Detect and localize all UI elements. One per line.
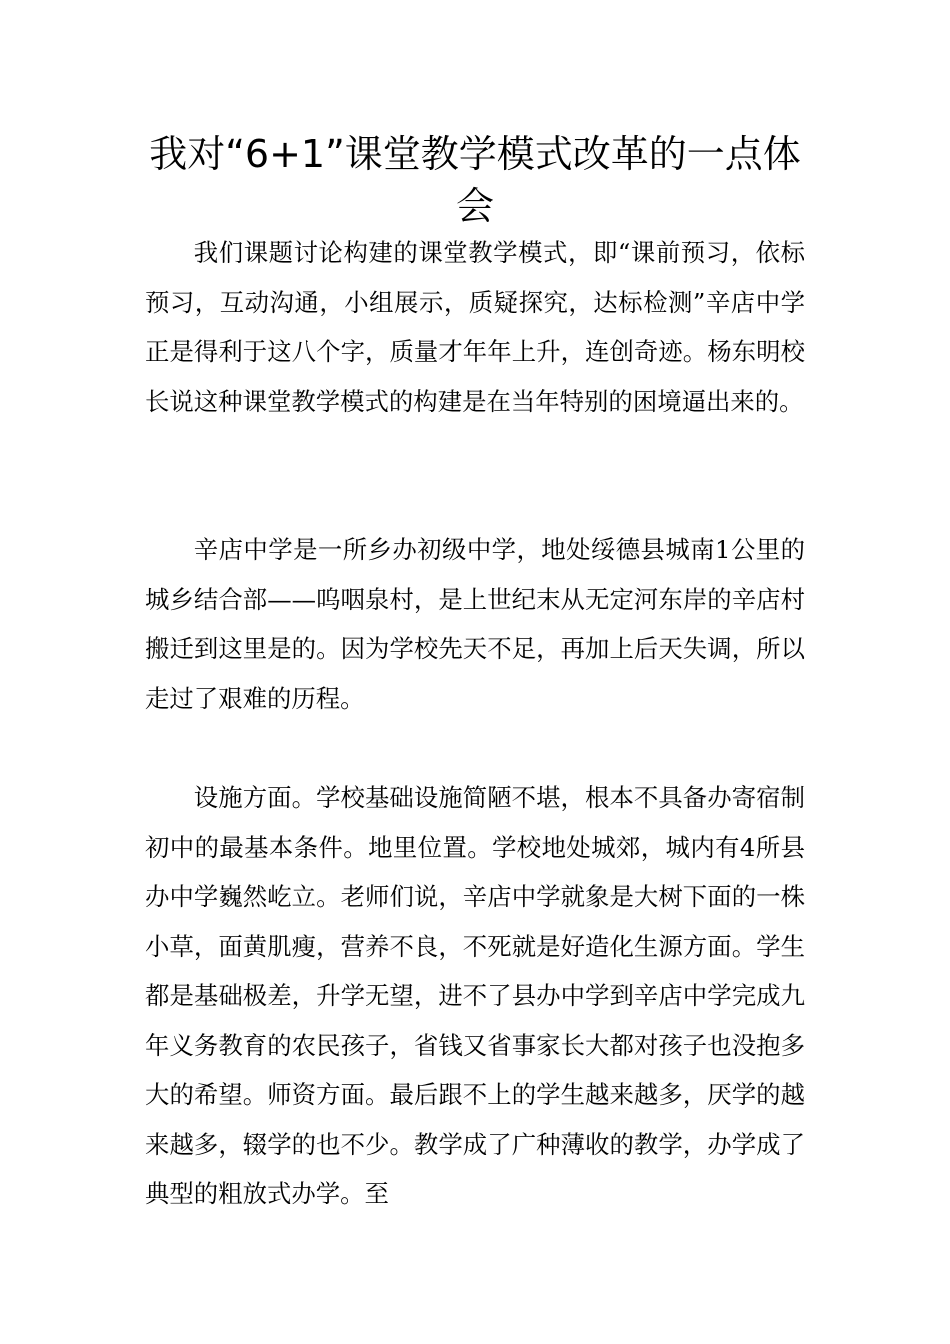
paragraph-1: 我们课题讨论构建的课堂教学模式，即“课前预习，依标预习，互动沟通，小组展示，质疑探究，达标检测”辛店中学正是得利于这八个字，质量才年年上升，连创奇迹。杨东明校长说这种课堂教学模式的构建是在当年特别的困境逼出来的。 — [145, 238, 805, 416]
paragraph-2: 辛店中学是一所乡办初级中学，地处绥德县城南1公里的城乡结合部——呜咽泉村，是上世纪末从无定河东岸的辛店村搬迁到这里是的。因为学校先天不足，再加上后天失调，所以走过了艰难的历程。 — [145, 535, 805, 713]
document-title: 我对“6+1”课堂教学模式改革的一点体会 — [149, 132, 801, 228]
paragraph-3: 设施方面。学校基础设施简陋不堪，根本不具备办寄宿制初中的最基本条件。地里位置。学校地处城郊，城内有4所县办中学巍然屹立。老师们说，辛店中学就象是大树下面的一株小草，面黄肌瘦，营养不良，不死就是好造化生源方面。学生都是基础极差，升学无望，进不了县办中学到辛店中学完成九年义务教育的农民孩子，省钱又省事家长大都对孩子也没抱多大的希望。师资方面。最后跟不上的学生越来越多，厌学的越来越多，辍学的也不少。教学成了广种薄收的教学，办学成了典型的粗放式办学。至 — [145, 783, 805, 1208]
